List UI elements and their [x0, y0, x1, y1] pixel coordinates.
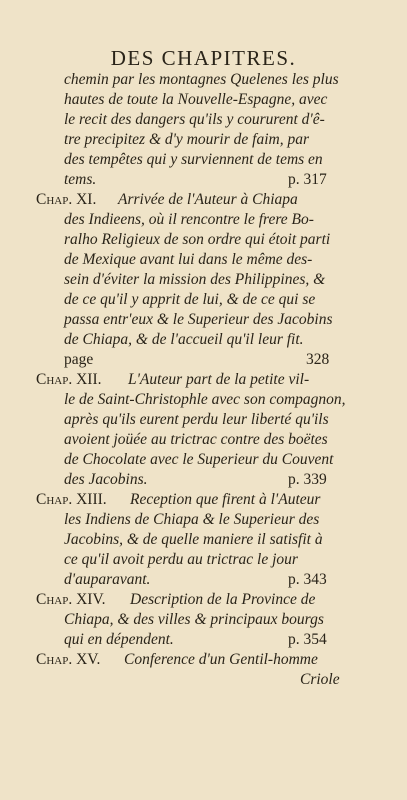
chapter-label: Chap. XIII.: [36, 491, 107, 508]
chapter-title: Description de la Province de: [130, 591, 316, 608]
catchword: Criole: [300, 671, 340, 688]
toc-line: de Chocolate avec le Superieur du Couvent: [64, 451, 334, 468]
toc-line: des Indieens, où il rencontre le frere Bo-: [64, 211, 314, 228]
toc-line: de ce qu'il y apprit de lui, & de ce qui se: [64, 291, 316, 308]
chapter-title: L'Auteur part de la petite vil-: [128, 371, 310, 388]
toc-line: de Mexique avant lui dans le même des-: [64, 251, 313, 268]
toc-line: des tempêtes qui y surviennent de tems en: [64, 151, 323, 168]
chapter-label: Chap. XII.: [36, 371, 102, 388]
toc-line: Chiapa, & des villes & principaux bourgs: [64, 611, 324, 628]
toc-line: hautes de toute la Nouvelle-Espagne, avec: [64, 91, 328, 108]
toc-line: le recit des dangers qu'ils y coururent d'ê-: [64, 111, 325, 128]
toc-line: avoient joüée au trictrac contre des boëtes: [64, 431, 328, 448]
toc-line: qui en dépendent.: [64, 631, 174, 648]
toc-line: après qu'ils eurent perdu leur liberté qu'ils: [64, 411, 329, 428]
toc-line: les Indiens de Chiapa & le Superieur des: [64, 511, 320, 528]
toc-line: sein d'éviter la mission des Philippines, &: [64, 271, 326, 288]
page-number: p. 339: [288, 471, 327, 488]
toc-line: ralho Religieux de son ordre qui étoit parti: [64, 231, 331, 248]
page-number: p. 317: [288, 171, 327, 188]
toc-line: passa entr'eux & le Superieur des Jacobins: [64, 311, 333, 328]
chapter-label: Chap. XV.: [36, 651, 101, 668]
page-number: 328: [306, 351, 330, 368]
toc-line: le de Saint-Christophle avec son compagnon,: [64, 391, 346, 408]
toc-line: chemin par les montagnes Quelenes les plus: [64, 71, 339, 88]
chapter-title: Reception que firent à l'Auteur: [130, 491, 321, 508]
toc-line: d'auparavant.: [64, 571, 151, 588]
page-number: p. 354: [288, 631, 327, 648]
toc-line: de Chiapa, & de l'accueil qu'il leur fit.: [64, 331, 304, 348]
chapter-label: Chap. XI.: [36, 191, 97, 208]
chapter-label: Chap. XIV.: [36, 591, 106, 608]
toc-line: tems.: [64, 171, 97, 188]
toc-line: tre precipitez & d'y mourir de faim, par: [64, 131, 309, 148]
toc-line: ce qu'il avoit perdu au trictrac le jour: [64, 551, 298, 568]
page-word: page: [64, 351, 94, 368]
chapter-title: Arrivée de l'Auteur à Chiapa: [118, 191, 298, 208]
toc-line: Jacobins, & de quelle maniere il satisfit à: [64, 531, 323, 548]
chapter-title: Conference d'un Gentil-homme: [124, 651, 318, 668]
page-number: p. 343: [288, 571, 327, 588]
toc-line: des Jacobins.: [64, 471, 148, 488]
running-head: DES CHAPITRES.: [110, 46, 297, 70]
